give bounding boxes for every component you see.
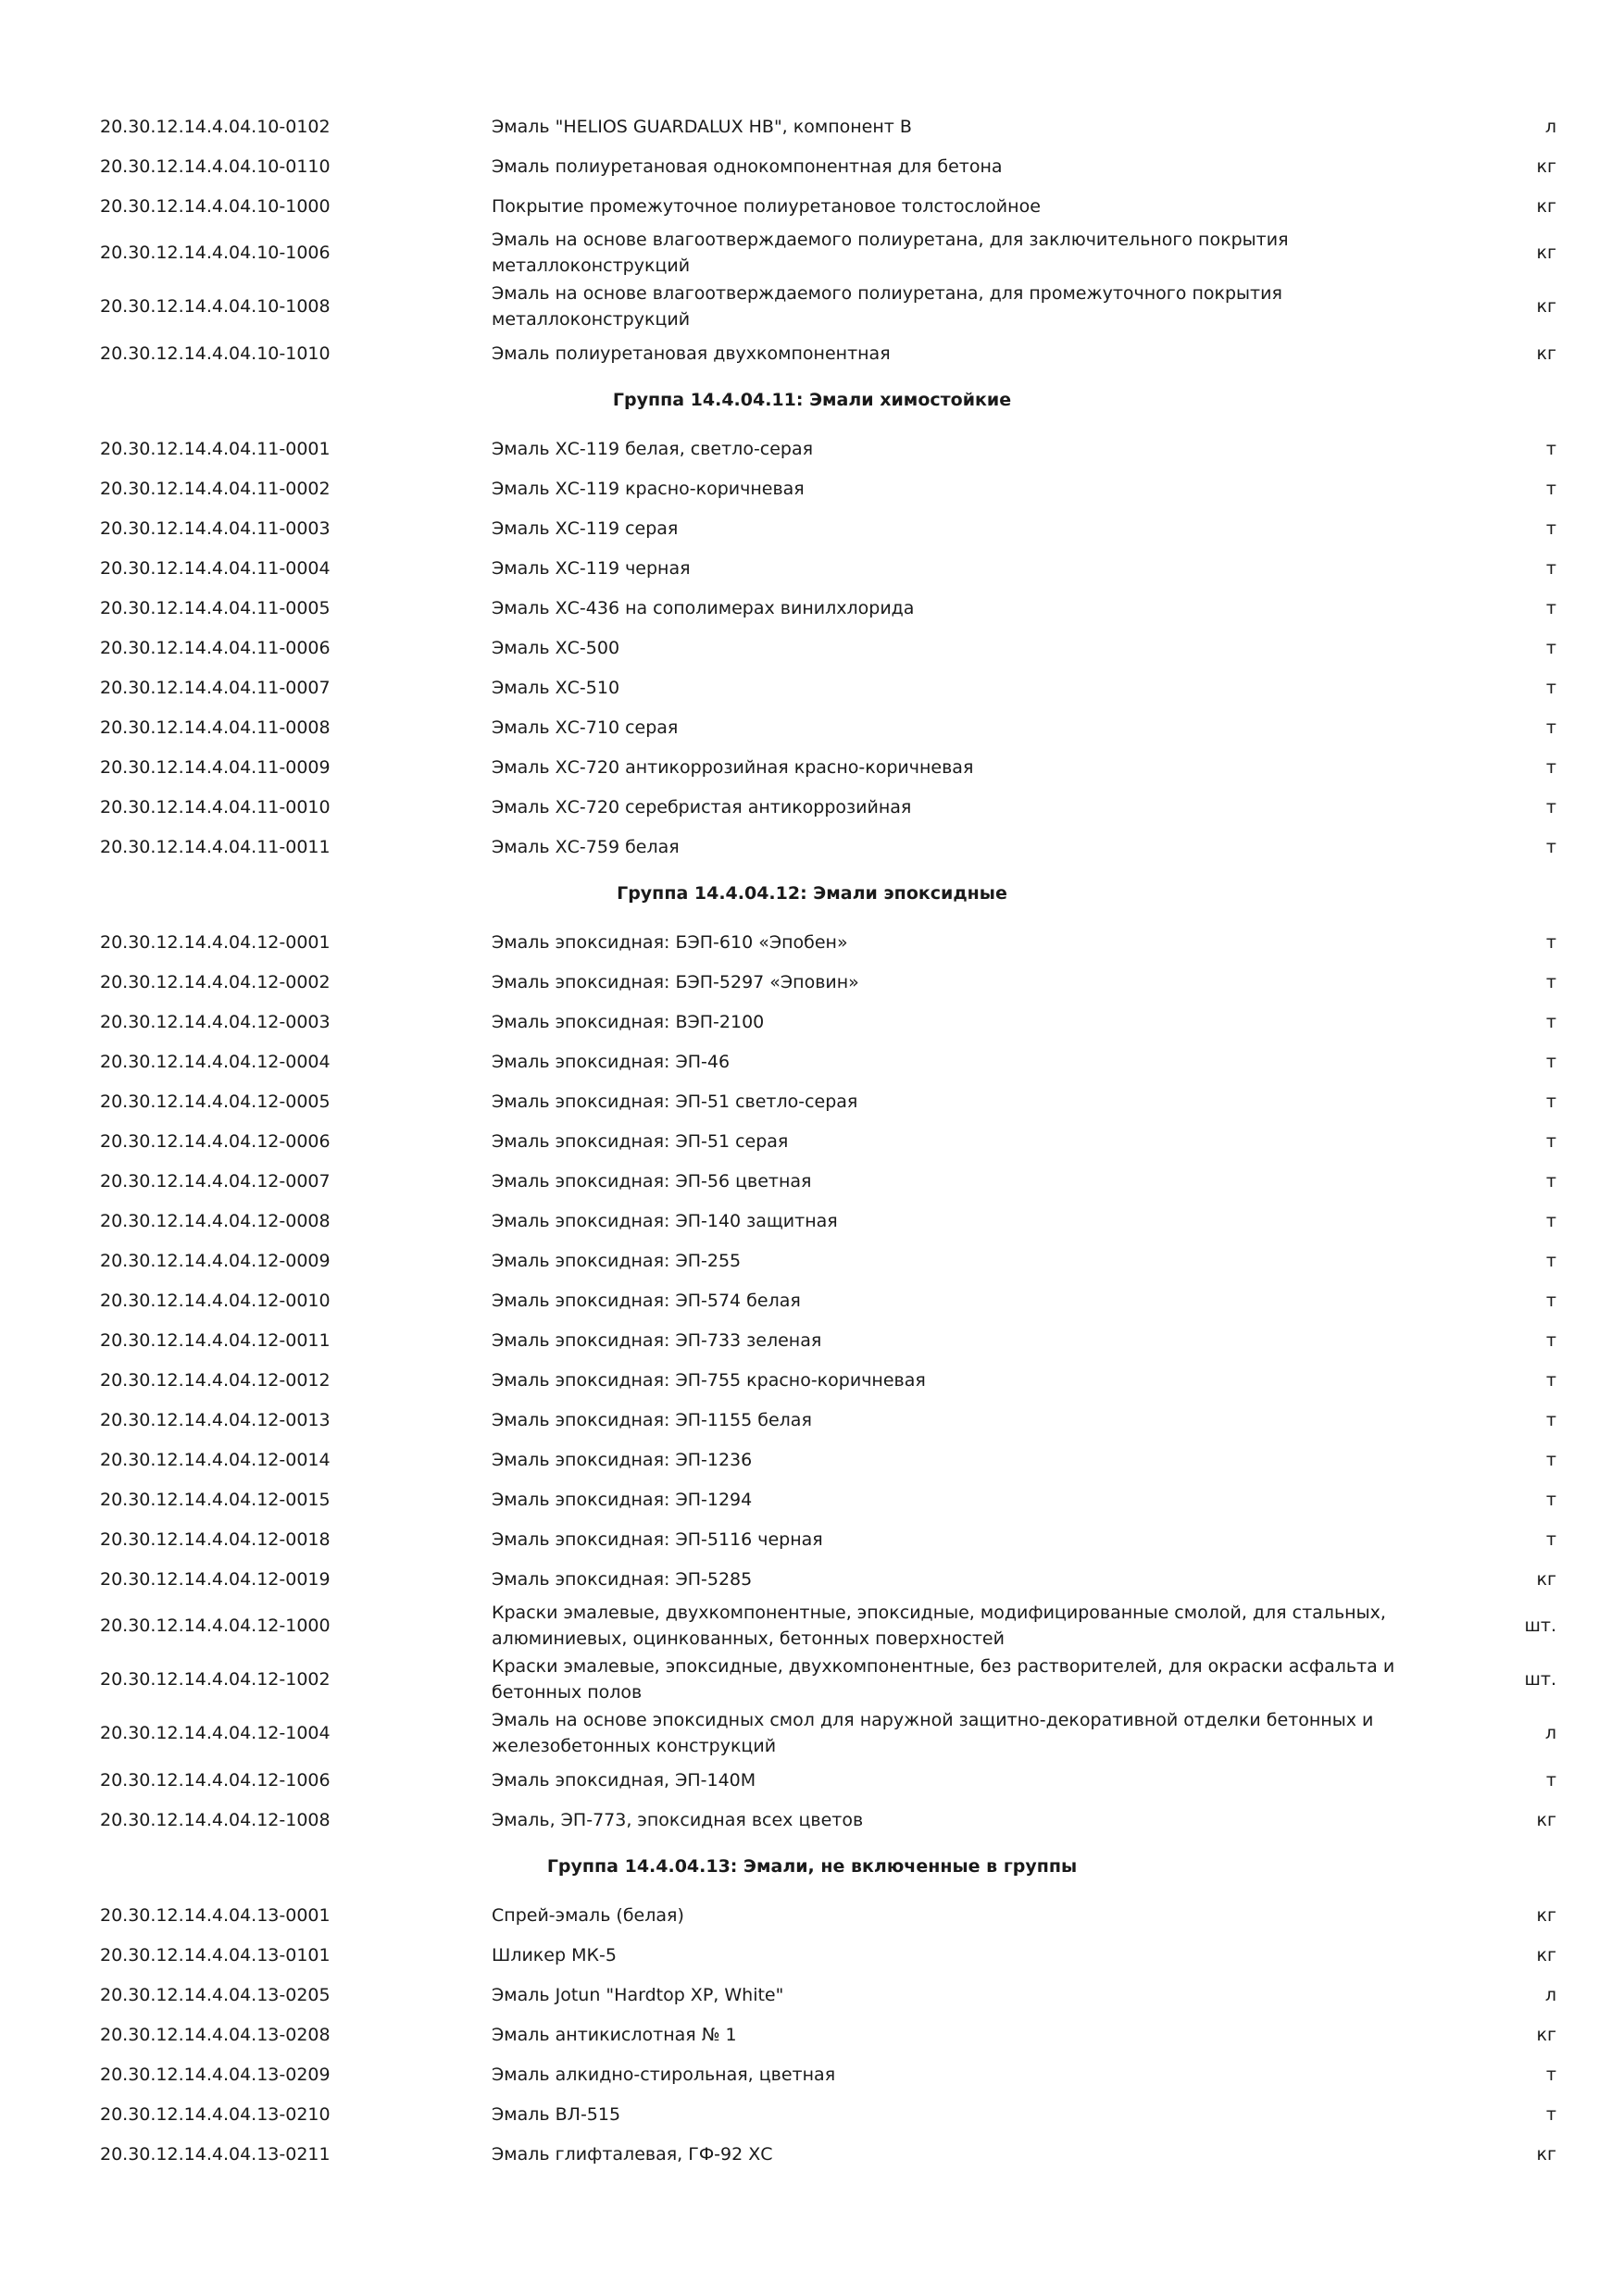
table-row [0, 468, 1624, 508]
group-heading: Группа 14.4.04.11: Эмали химостойкие [612, 390, 1012, 410]
item-unit: кг [1536, 2143, 1556, 2165]
group-heading: Группа 14.4.04.13: Эмали, не включенные в группы [546, 1856, 1078, 1877]
item-unit: т [1545, 1130, 1556, 1152]
item-name: Эмаль эпоксидная: ЭП-574 белая [492, 1290, 801, 1311]
item-name: Эмаль эпоксидная: ЭП-1155 белая [492, 1409, 812, 1430]
item-code: 20.30.12.14.4.04.12-0018 [100, 1529, 331, 1550]
item-unit: т [1545, 557, 1556, 579]
item-code: 20.30.12.14.4.04.12-0005 [100, 1091, 331, 1112]
table-row [0, 628, 1624, 668]
item-code: 20.30.12.14.4.04.11-0009 [100, 756, 331, 778]
item-unit: кг [1536, 195, 1556, 217]
item-code: 20.30.12.14.4.04.12-0006 [100, 1130, 331, 1152]
item-unit: кг [1536, 1944, 1556, 1965]
item-unit: т [1545, 1769, 1556, 1791]
item-code: 20.30.12.14.4.04.12-1000 [100, 1616, 331, 1636]
item-name: Эмаль эпоксидная: ЭП-51 серая [492, 1130, 789, 1152]
table-row [0, 1559, 1624, 1599]
item-code: 20.30.12.14.4.04.12-0009 [100, 1250, 331, 1271]
group-section [0, 1840, 1624, 2174]
table-row [0, 1161, 1624, 1201]
item-code: 20.30.12.14.4.04.10-1008 [100, 296, 331, 317]
item-name: Эмаль эпоксидная: БЭП-5297 «Эповин» [492, 971, 859, 992]
item-name: Эмаль Jotun "Hardtop XP, White" [492, 1984, 784, 2005]
item-code: 20.30.12.14.4.04.12-0002 [100, 971, 331, 992]
item-code: 20.30.12.14.4.04.11-0011 [100, 836, 331, 857]
item-name: Эмаль глифталевая, ГФ-92 ХС [492, 2143, 773, 2165]
item-unit: т [1545, 756, 1556, 778]
item-code: 20.30.12.14.4.04.11-0010 [100, 796, 331, 817]
item-code: 20.30.12.14.4.04.12-0007 [100, 1170, 331, 1192]
item-code: 20.30.12.14.4.04.13-0205 [100, 1984, 331, 2005]
table-row [0, 508, 1624, 548]
table-row [0, 1975, 1624, 2015]
table-row [0, 1653, 1624, 1706]
table-row [0, 2054, 1624, 2094]
item-code: 20.30.12.14.4.04.12-1008 [100, 1809, 331, 1830]
item-code: 20.30.12.14.4.04.10-0110 [100, 156, 331, 177]
group-section [0, 373, 1624, 867]
item-code: 20.30.12.14.4.04.13-0208 [100, 2024, 331, 2045]
item-name: Эмаль эпоксидная: ЭП-5116 черная [492, 1529, 823, 1550]
item-name: Эмаль, ЭП-773, эпоксидная всех цветов [492, 1809, 864, 1830]
item-code: 20.30.12.14.4.04.10-0102 [100, 116, 331, 137]
item-name: Эмаль эпоксидная: ЭП-56 цветная [492, 1170, 812, 1192]
item-code: 20.30.12.14.4.04.12-0013 [100, 1409, 331, 1430]
table-row [0, 1042, 1624, 1081]
item-code: 20.30.12.14.4.04.10-1006 [100, 243, 331, 263]
item-name: Эмаль ХС-720 антикоррозийная красно-коричневая [492, 756, 974, 778]
table-row [0, 1201, 1624, 1241]
item-unit: т [1545, 478, 1556, 499]
item-name: Эмаль на основе влагоотверждаемого полиуретана, для заключительного покрытия металлоконструкций [492, 230, 1289, 276]
item-unit: кг [1536, 1809, 1556, 1830]
item-code: 20.30.12.14.4.04.12-0011 [100, 1329, 331, 1351]
table-row [0, 962, 1624, 1002]
item-unit: т [1545, 836, 1556, 857]
item-unit: кг [1536, 1904, 1556, 1926]
item-code: 20.30.12.14.4.04.13-0001 [100, 1904, 331, 1926]
item-code: 20.30.12.14.4.04.10-1000 [100, 195, 331, 217]
item-code: 20.30.12.14.4.04.11-0001 [100, 438, 331, 459]
item-unit: т [1545, 597, 1556, 618]
item-name: Эмаль ХС-710 серая [492, 717, 679, 738]
item-code: 20.30.12.14.4.04.12-0014 [100, 1449, 331, 1470]
table-row [0, 1002, 1624, 1042]
table-row [0, 548, 1624, 588]
table-row [0, 1935, 1624, 1975]
item-code: 20.30.12.14.4.04.13-0210 [100, 2103, 331, 2125]
item-unit: т [1545, 677, 1556, 698]
item-unit: т [1545, 1449, 1556, 1470]
item-unit: т [1545, 971, 1556, 992]
item-name: Спрей-эмаль (белая) [492, 1904, 684, 1926]
item-name: Эмаль антикислотная № 1 [492, 2024, 737, 2045]
table-row [0, 787, 1624, 827]
item-code: 20.30.12.14.4.04.12-0008 [100, 1210, 331, 1231]
item-name: Эмаль эпоксидная: ЭП-140 защитная [492, 1210, 838, 1231]
item-unit: шт. [1524, 1616, 1556, 1636]
item-name: Эмаль эпоксидная: ЭП-46 [492, 1051, 731, 1072]
item-name: Эмаль эпоксидная: ВЭП-2100 [492, 1011, 765, 1032]
group-section [0, 867, 1624, 1840]
item-name: Эмаль ВЛ-515 [492, 2103, 621, 2125]
item-code: 20.30.12.14.4.04.13-0211 [100, 2143, 331, 2165]
item-unit: т [1545, 637, 1556, 658]
item-name: Эмаль алкидно-стирольная, цветная [492, 2064, 836, 2085]
item-unit: кг [1536, 2024, 1556, 2045]
item-unit: кг [1536, 343, 1556, 364]
table-row [0, 1599, 1624, 1653]
table-row [0, 1706, 1624, 1760]
table-row [0, 2094, 1624, 2134]
item-name: Эмаль эпоксидная: ЭП-755 красно-коричневая [492, 1369, 926, 1391]
item-name: Эмаль ХС-500 [492, 637, 620, 658]
item-code: 20.30.12.14.4.04.11-0006 [100, 637, 331, 658]
table-row [0, 1479, 1624, 1519]
item-unit: т [1545, 1011, 1556, 1032]
item-name: Покрытие промежуточное полиуретановое толстослойное [492, 195, 1041, 217]
item-name: Эмаль эпоксидная: ЭП-5285 [492, 1568, 753, 1590]
item-unit: т [1545, 1170, 1556, 1192]
item-unit: т [1545, 1409, 1556, 1430]
item-name: Эмаль эпоксидная: ЭП-1236 [492, 1449, 753, 1470]
item-unit: т [1545, 1329, 1556, 1351]
item-code: 20.30.12.14.4.04.12-1004 [100, 1723, 331, 1743]
item-name: Эмаль эпоксидная: ЭП-1294 [492, 1489, 753, 1510]
item-name: Эмаль на основе влагоотверждаемого полиуретана, для промежуточного покрытия металлоконструкций [492, 283, 1282, 330]
item-code: 20.30.12.14.4.04.11-0002 [100, 478, 331, 499]
item-unit: т [1545, 1369, 1556, 1391]
item-code: 20.30.12.14.4.04.12-1006 [100, 1769, 331, 1791]
item-code: 20.30.12.14.4.04.11-0004 [100, 557, 331, 579]
table-row [0, 747, 1624, 787]
table-row [0, 2015, 1624, 2054]
item-code: 20.30.12.14.4.04.11-0007 [100, 677, 331, 698]
item-code: 20.30.12.14.4.04.12-0004 [100, 1051, 331, 1072]
item-name: Эмаль ХС-119 белая, светло-серая [492, 438, 814, 459]
table-row [0, 1400, 1624, 1440]
item-name: Эмаль на основе эпоксидных смол для наружной защитно-декоративной отделки бетонных и железобетонных конструкций [492, 1710, 1374, 1756]
item-unit: т [1545, 2064, 1556, 2085]
item-code: 20.30.12.14.4.04.11-0003 [100, 518, 331, 539]
table-row [0, 1760, 1624, 1800]
table-row [0, 1800, 1624, 1840]
table-row [0, 1081, 1624, 1121]
item-unit: т [1545, 438, 1556, 459]
item-code: 20.30.12.14.4.04.13-0101 [100, 1944, 331, 1965]
item-name: Эмаль ХС-510 [492, 677, 620, 698]
table-row [0, 106, 1624, 146]
item-unit: т [1545, 931, 1556, 953]
item-unit: т [1545, 1210, 1556, 1231]
table-row [0, 668, 1624, 707]
table-row [0, 280, 1624, 333]
table-row [0, 1320, 1624, 1360]
item-code: 20.30.12.14.4.04.11-0005 [100, 597, 331, 618]
item-name: Краски эмалевые, двухкомпонентные, эпоксидные, модифицированные смолой, для стальных, алюминиевых, оцинкованных, бетонных поверхностей [492, 1603, 1386, 1649]
table-row [0, 707, 1624, 747]
item-name: Краски эмалевые, эпоксидные, двухкомпонентные, без растворителей, для окраски асфальта и бетонных полов [492, 1656, 1395, 1703]
item-code: 20.30.12.14.4.04.10-1010 [100, 343, 331, 364]
table-row [0, 588, 1624, 628]
table-row [0, 1440, 1624, 1479]
table-row [0, 1280, 1624, 1320]
item-name: Эмаль полиуретановая однокомпонентная для бетона [492, 156, 1003, 177]
item-name: Эмаль "HELIOS GUARDALUX HB", компонент B [492, 116, 912, 137]
group-section [0, 106, 1624, 373]
table-row [0, 1895, 1624, 1935]
item-unit: т [1545, 1250, 1556, 1271]
item-unit: т [1545, 1489, 1556, 1510]
item-unit: кг [1536, 156, 1556, 177]
item-unit: кг [1536, 243, 1556, 263]
table-row [0, 146, 1624, 186]
table-row [0, 186, 1624, 226]
item-name: Эмаль эпоксидная: ЭП-733 зеленая [492, 1329, 822, 1351]
item-unit: т [1545, 717, 1556, 738]
table-row [0, 1360, 1624, 1400]
item-name: Эмаль эпоксидная: ЭП-255 [492, 1250, 742, 1271]
item-name: Эмаль ХС-436 на сополимерах винилхлорида [492, 597, 915, 618]
item-unit: т [1545, 1529, 1556, 1550]
item-name: Эмаль ХС-720 серебристая антикоррозийная [492, 796, 912, 817]
item-name: Эмаль ХС-119 красно-коричневая [492, 478, 805, 499]
item-code: 20.30.12.14.4.04.12-0019 [100, 1568, 331, 1590]
table-row [0, 2134, 1624, 2174]
item-name: Шликер МК-5 [492, 1944, 617, 1965]
item-name: Эмаль эпоксидная: ЭП-51 светло-серая [492, 1091, 858, 1112]
item-code: 20.30.12.14.4.04.12-1002 [100, 1669, 331, 1690]
item-code: 20.30.12.14.4.04.13-0209 [100, 2064, 331, 2085]
item-code: 20.30.12.14.4.04.11-0008 [100, 717, 331, 738]
item-code: 20.30.12.14.4.04.12-0001 [100, 931, 331, 953]
item-unit: т [1545, 1051, 1556, 1072]
item-unit: л [1544, 1723, 1556, 1743]
table-row [0, 827, 1624, 867]
item-code: 20.30.12.14.4.04.12-0003 [100, 1011, 331, 1032]
item-unit: кг [1536, 1568, 1556, 1590]
item-unit: кг [1536, 296, 1556, 317]
table-row [0, 922, 1624, 962]
price-list-document [0, 106, 1624, 2174]
group-heading: Группа 14.4.04.12: Эмали эпоксидные [617, 883, 1007, 904]
table-row [0, 1121, 1624, 1161]
table-row [0, 1519, 1624, 1559]
item-unit: т [1545, 518, 1556, 539]
item-name: Эмаль эпоксидная, ЭП-140М [492, 1769, 756, 1791]
item-unit: т [1545, 796, 1556, 817]
item-name: Эмаль ХС-119 серая [492, 518, 679, 539]
table-row [0, 226, 1624, 280]
item-unit: л [1544, 116, 1556, 137]
item-unit: т [1545, 1091, 1556, 1112]
table-row [0, 333, 1624, 373]
item-code: 20.30.12.14.4.04.12-0012 [100, 1369, 331, 1391]
item-code: 20.30.12.14.4.04.12-0010 [100, 1290, 331, 1311]
item-code: 20.30.12.14.4.04.12-0015 [100, 1489, 331, 1510]
item-name: Эмаль ХС-119 черная [492, 557, 691, 579]
item-unit: т [1545, 1290, 1556, 1311]
item-name: Эмаль эпоксидная: БЭП-610 «Эпобен» [492, 931, 848, 953]
item-unit: т [1545, 2103, 1556, 2125]
table-row [0, 1241, 1624, 1280]
table-row [0, 429, 1624, 468]
item-name: Эмаль полиуретановая двухкомпонентная [492, 343, 891, 364]
item-unit: л [1544, 1984, 1556, 2005]
item-unit: шт. [1524, 1669, 1556, 1690]
item-name: Эмаль ХС-759 белая [492, 836, 680, 857]
